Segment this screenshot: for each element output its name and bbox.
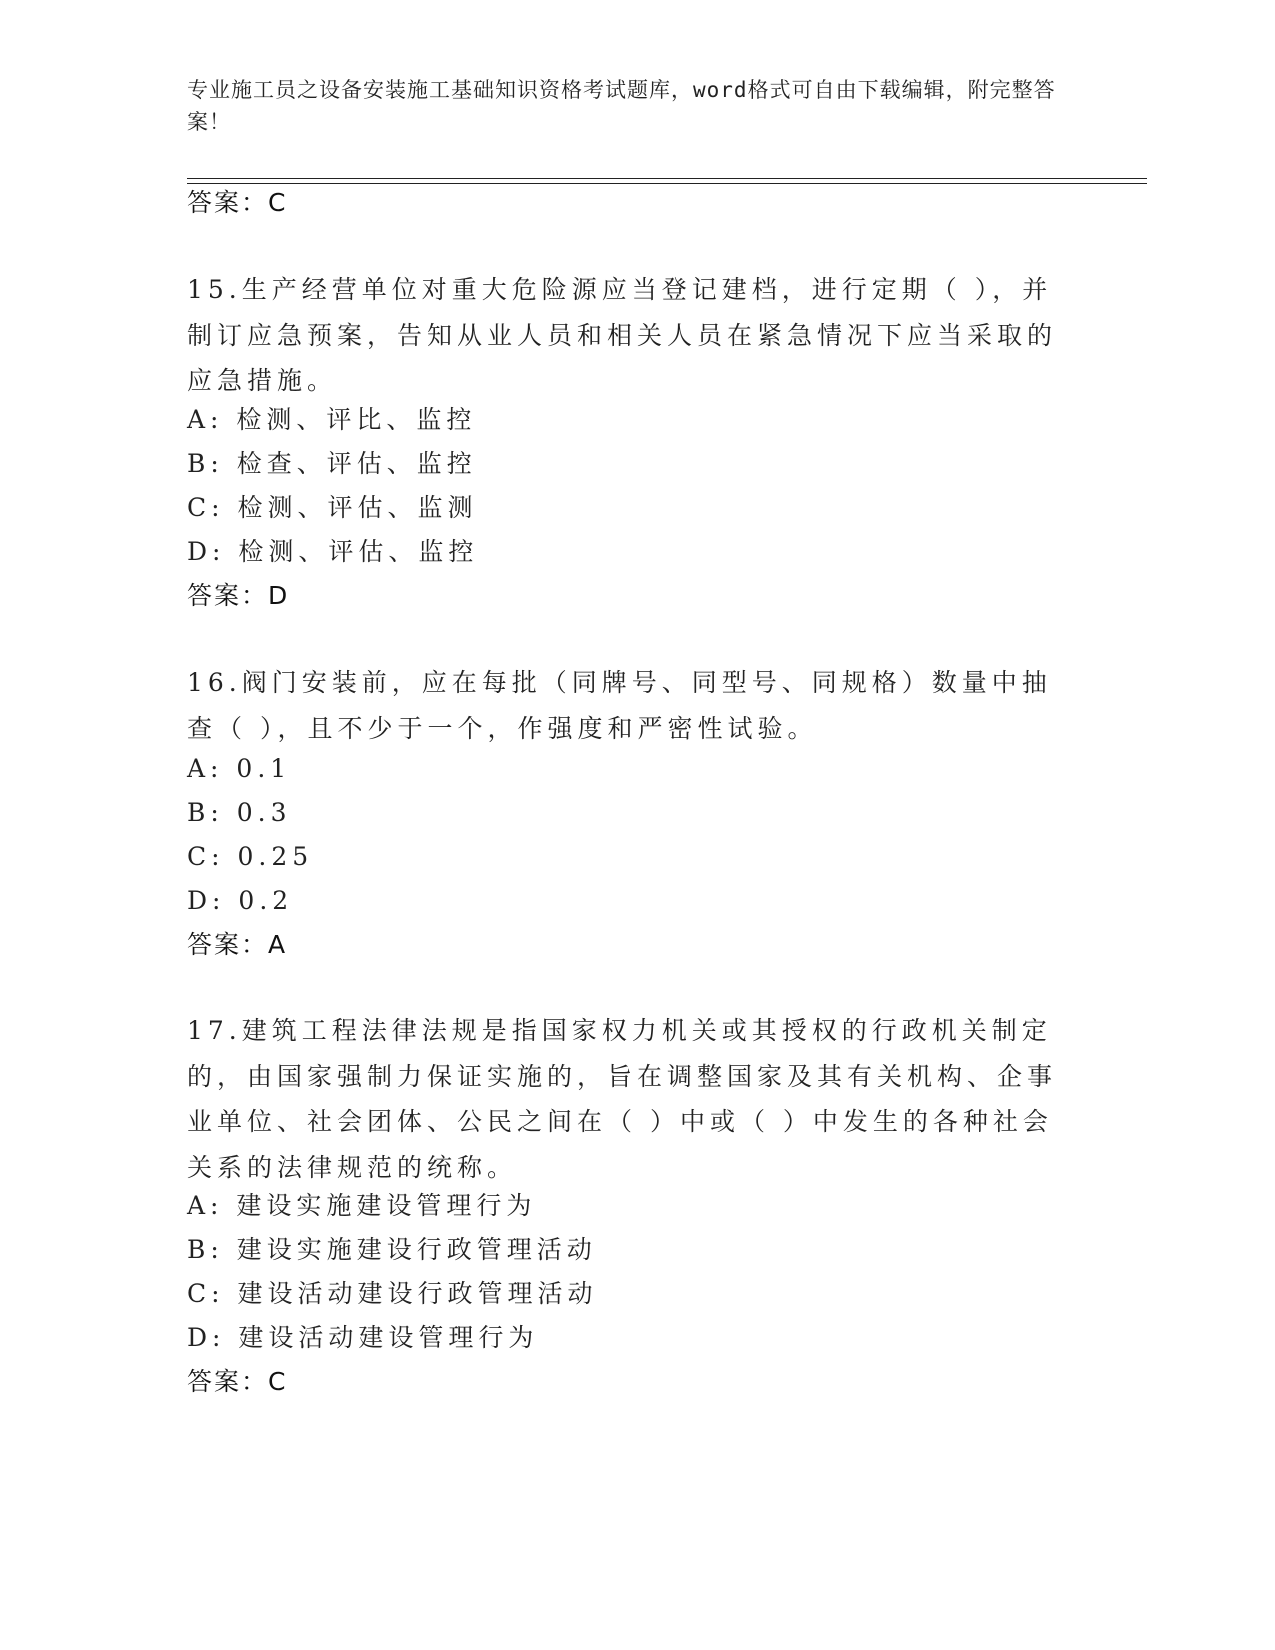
question-16-answer: 答案：A bbox=[187, 930, 288, 959]
question-16-option-a: A: 0.1 bbox=[187, 754, 292, 783]
question-16-option-d: D: 0.2 bbox=[187, 886, 294, 915]
question-17-option-c: C: 建设活动建设行政管理活动 bbox=[187, 1279, 598, 1308]
previous-answer: 答案：C bbox=[187, 188, 288, 217]
question-15-option-b: B: 检查、评估、监控 bbox=[187, 449, 477, 478]
question-15-option-a: A: 检测、评比、监控 bbox=[187, 405, 477, 434]
question-16-option-c: C: 0.25 bbox=[187, 842, 314, 871]
question-17-option-d: D: 建设活动建设管理行为 bbox=[187, 1323, 539, 1352]
question-17-text: 17.建筑工程法律法规是指国家权力机关或其授权的行政机关制定的，由国家强制力保证实施的，旨在调整国家及其有关机构、企事业单位、社会团体、公民之间在（ ）中或（ ）中发生的各种社会关系的法律规范的统称。 bbox=[187, 1016, 1058, 1182]
question-15-answer: 答案：D bbox=[187, 581, 290, 610]
question-15-option-d: D: 检测、评估、监控 bbox=[187, 537, 479, 566]
question-17-option-a: A: 建设实施建设管理行为 bbox=[187, 1191, 537, 1220]
header-divider-bottom bbox=[187, 183, 1147, 184]
question-17-option-b: B: 建设实施建设行政管理活动 bbox=[187, 1235, 597, 1264]
question-16-option-b: B: 0.3 bbox=[187, 798, 292, 827]
question-16-text: 16.阀门安装前，应在每批（同牌号、同型号、同规格）数量中抽查（ ），且不少于一个，作强度和严密性试验。 bbox=[187, 668, 1052, 743]
header-divider-top bbox=[187, 178, 1147, 179]
document-header: 专业施工员之设备安装施工基础知识资格考试题库，word格式可自由下载编辑，附完整答案！ bbox=[187, 78, 1056, 134]
question-15-text: 15.生产经营单位对重大危险源应当登记建档，进行定期（ ），并制订应急预案，告知从业人员和相关人员在紧急情况下应当采取的应急措施。 bbox=[187, 275, 1058, 395]
question-17-answer: 答案：C bbox=[187, 1367, 288, 1396]
question-15-option-c: C: 检测、评估、监测 bbox=[187, 493, 478, 522]
